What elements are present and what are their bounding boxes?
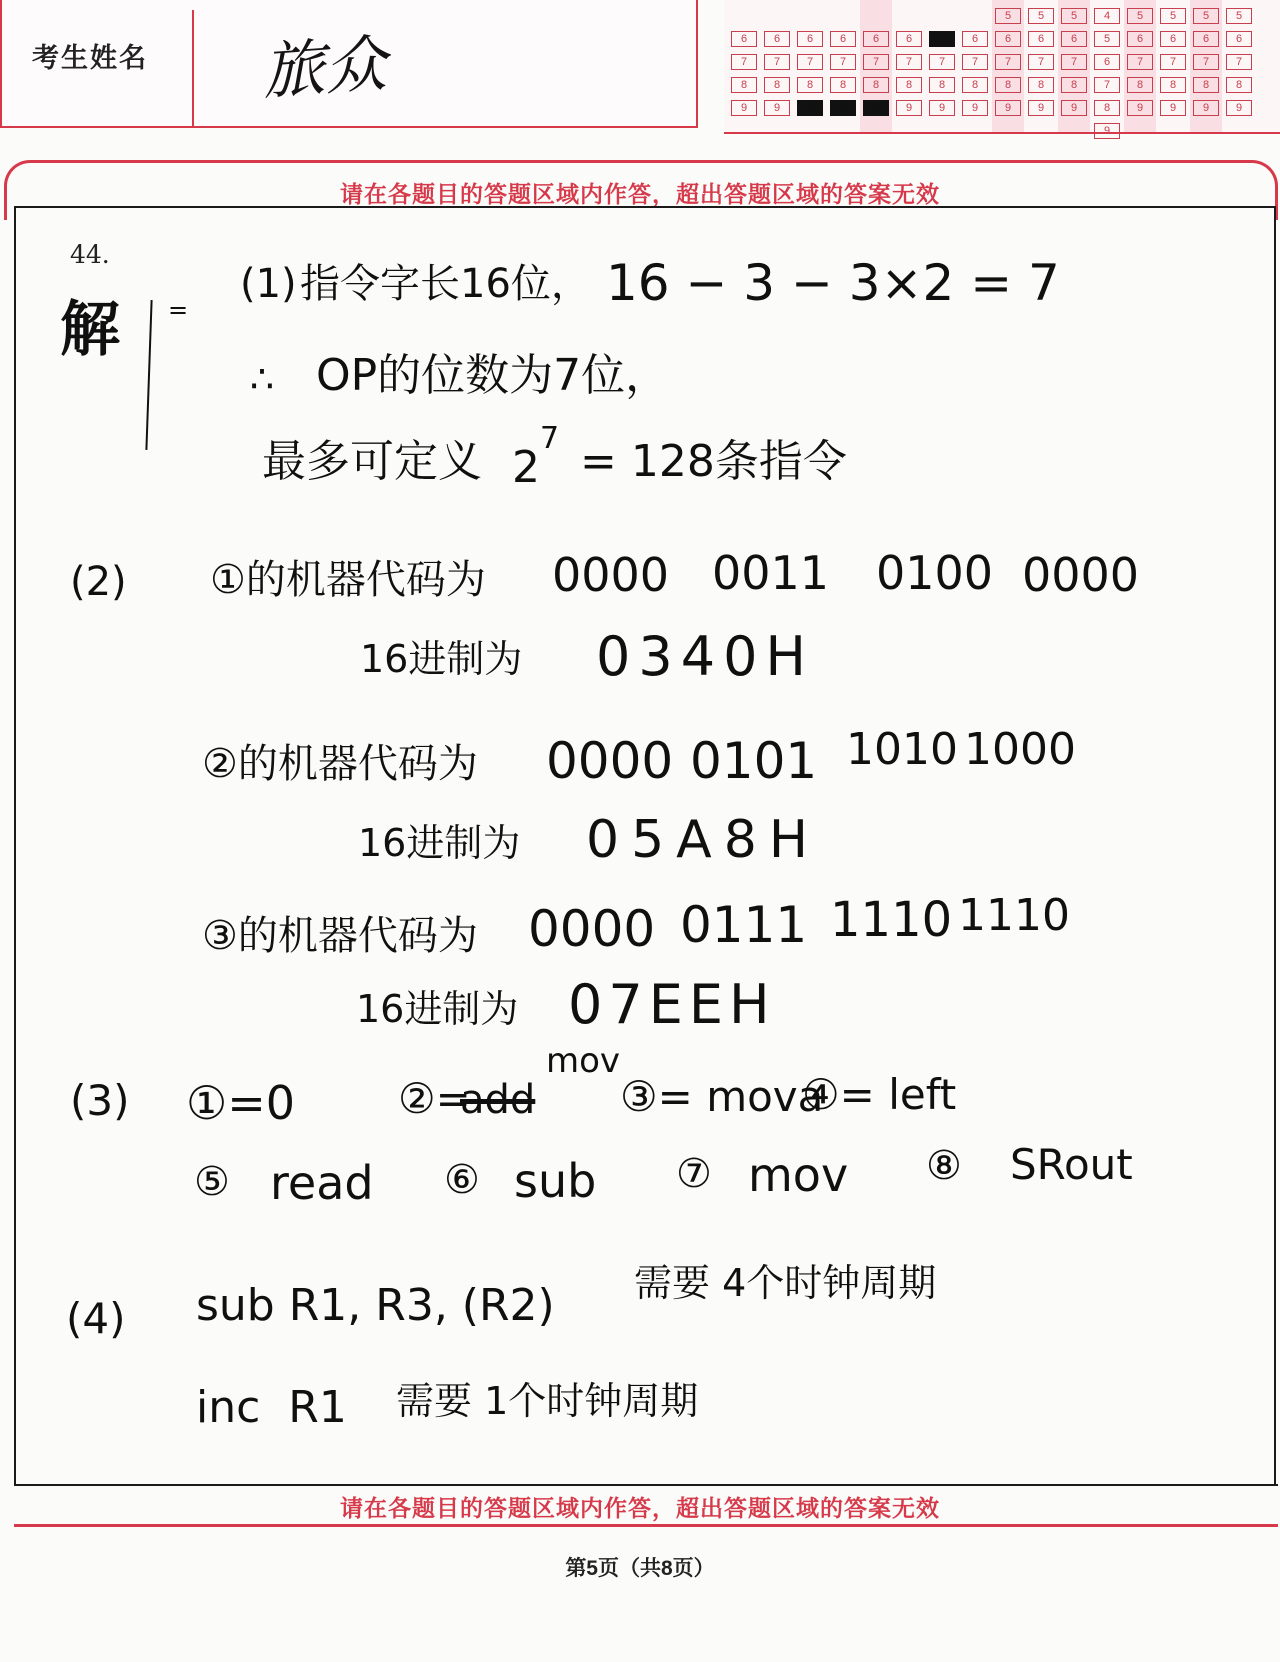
bubble-digit: 9 xyxy=(1127,100,1153,116)
part4-line2-note: 需要 1个时钟周期 xyxy=(396,1379,699,1423)
part1-line1-text: 指令字长16位， xyxy=(300,261,591,307)
bubble-digit: 9 xyxy=(863,100,889,116)
bubble-digit: 8 xyxy=(1094,100,1120,116)
part3-a6: sub xyxy=(514,1154,597,1208)
bubble-column xyxy=(1058,0,1090,132)
bubble-digit: 7 xyxy=(929,54,955,70)
bubble-digit: 6 xyxy=(962,31,988,47)
bubble-column xyxy=(1157,8,1189,123)
answer-frame-bottom xyxy=(14,1524,1278,1527)
bubble-digit: 9 xyxy=(1061,100,1087,116)
part3-a2-correction: mov xyxy=(546,1041,621,1081)
bubble-digit: 6 xyxy=(995,31,1021,47)
bubble-column xyxy=(926,8,958,123)
bubble-digit: 7 xyxy=(1094,77,1120,93)
bubble-digit: 9 xyxy=(995,100,1021,116)
part2-item1-b4: 0000 xyxy=(1022,548,1140,602)
bubble-column xyxy=(1124,0,1156,132)
bubble-digit: 9 xyxy=(797,100,823,116)
bubble-digit: 7 xyxy=(995,54,1021,70)
part2-item2-b1: 0000 xyxy=(546,732,674,790)
bubble-digit: 6 xyxy=(764,31,790,47)
bubble-digit: 8 xyxy=(863,77,889,93)
bubble-column xyxy=(761,8,793,123)
part3-a5-mark: ⑤ xyxy=(194,1159,230,1205)
bubble-digit: 8 xyxy=(731,77,757,93)
bubble-digit: 8 xyxy=(962,77,988,93)
bubble-digit: 5 xyxy=(1061,8,1087,24)
part2-item2-hex: 05A8H xyxy=(586,810,820,870)
bubble-column xyxy=(1223,8,1255,123)
bubble-digit: 8 xyxy=(1127,77,1153,93)
bubble-digit: 7 xyxy=(764,54,790,70)
bubble-digit: 6 xyxy=(896,31,922,47)
bubble-digit: 5 xyxy=(1160,8,1186,24)
bubble-digit: 6 xyxy=(1127,31,1153,47)
bubble-digit: 6 xyxy=(1160,31,1186,47)
bubble-column xyxy=(1091,8,1123,146)
exam-number-bubble-grid xyxy=(724,0,1280,137)
part3-a2-struck: add xyxy=(460,1077,536,1123)
part2-item1-b3: 0100 xyxy=(876,546,994,600)
part2-item1-hex: 0340H xyxy=(596,625,815,688)
bubble-digit: 7 xyxy=(731,54,757,70)
part3-a8-mark: ⑧ xyxy=(926,1143,962,1189)
bubble-digit: 8 xyxy=(896,77,922,93)
bubble-column xyxy=(992,0,1024,132)
part2-item1-hex-label: 16进制为 xyxy=(360,637,523,681)
bubble-digit: 8 xyxy=(929,77,955,93)
bubble-digit: 7 xyxy=(1127,54,1153,70)
bubble-column xyxy=(827,8,859,123)
part1-line3-base: 2 xyxy=(512,442,540,493)
part2-item3-b2: 0111 xyxy=(680,896,808,954)
part4-line1-note: 需要 4个时钟周期 xyxy=(634,1261,937,1305)
bubble-digit: 8 xyxy=(764,77,790,93)
bubble-digit: 7 xyxy=(1193,54,1219,70)
part2-item2-b2: 0101 xyxy=(690,732,818,790)
part3-a8: SRout xyxy=(1010,1140,1133,1189)
part2-item3-b1: 0000 xyxy=(528,900,656,958)
bubble-digit: 9 xyxy=(830,100,856,116)
bubble-digit: 6 xyxy=(1061,31,1087,47)
notice-top: 请在各题目的答题区域内作答，超出答题区域的答案无效 xyxy=(340,181,940,207)
part3-a6-mark: ⑥ xyxy=(444,1157,480,1203)
bubble-digit: 9 xyxy=(929,100,955,116)
part1-line2: OP的位数为7位， xyxy=(316,350,670,401)
answer-region-bottom-line xyxy=(14,1484,1278,1486)
part2-item2-b4: 1000 xyxy=(964,724,1076,775)
part3-a7-mark: ⑦ xyxy=(676,1151,712,1197)
bubble-digit: 5 xyxy=(1028,8,1054,24)
bubble-digit: 7 xyxy=(1028,54,1054,70)
bubble-column xyxy=(860,0,892,132)
bubble-digit: 5 xyxy=(1193,8,1219,24)
bubble-digit: 6 xyxy=(863,31,889,47)
bubble-digit: 9 xyxy=(731,100,757,116)
signature: 旅众 xyxy=(259,26,389,109)
part1-label: (1) xyxy=(240,261,297,307)
bubble-column xyxy=(893,8,925,123)
bubble-digit: 6 xyxy=(797,31,823,47)
name-label: 考生姓名 xyxy=(32,43,148,73)
bubble-digit: 8 xyxy=(1226,77,1252,93)
part1-line3-text: 最多可定义 xyxy=(262,436,482,487)
bubble-digit: 7 xyxy=(1061,54,1087,70)
therefore-sign: ∴ xyxy=(250,357,275,401)
bubble-digit: 9 xyxy=(1094,123,1120,139)
part2-item2-b3: 1010 xyxy=(846,724,958,775)
bubble-digit: 5 xyxy=(1127,8,1153,24)
bubble-digit: 7 xyxy=(962,54,988,70)
part1-line3-exp: 7 xyxy=(540,421,560,456)
part1-formula: 16 − 3 − 3×2 = 7 xyxy=(606,254,1060,312)
bubble-digit: 8 xyxy=(1193,77,1219,93)
part3-a1: ①=0 xyxy=(186,1076,296,1130)
bubble-digit: 5 xyxy=(1226,8,1252,24)
bubble-digit: 8 xyxy=(797,77,823,93)
part3-a3: ③= mova xyxy=(620,1072,824,1121)
part2-item3-b4: 1110 xyxy=(958,890,1070,941)
part2-item3-hex: 07EEH xyxy=(568,973,776,1036)
part3-a2-prefix: ②= xyxy=(398,1074,471,1123)
part1-line3-rest: = 128条指令 xyxy=(580,436,847,487)
bubble-digit: 5 xyxy=(995,8,1021,24)
bubble-digit: 9 xyxy=(1160,100,1186,116)
bubble-digit: 8 xyxy=(1160,77,1186,93)
bubble-digit: 9 xyxy=(1226,100,1252,116)
part2-item2-label: ②的机器代码为 xyxy=(202,741,478,787)
bubble-digit: 8 xyxy=(995,77,1021,93)
bubble-digit: 7 xyxy=(863,54,889,70)
bubble-digit: 7 xyxy=(797,54,823,70)
page-number: 第5页（共8页） xyxy=(565,1557,715,1580)
bubble-digit: 9 xyxy=(764,100,790,116)
bubble-column xyxy=(728,8,760,123)
bubble-digit: 9 xyxy=(1028,100,1054,116)
part4-label: (4) xyxy=(66,1294,126,1343)
bubble-digit: 4 xyxy=(1094,8,1120,24)
bubble-column xyxy=(1025,8,1057,123)
bubble-digit: 6 xyxy=(1193,31,1219,47)
bubble-digit: 9 xyxy=(1193,100,1219,116)
part2-item3-b3: 1110 xyxy=(830,892,953,948)
bubble-column xyxy=(959,8,991,123)
jie-heading: 解 xyxy=(60,295,120,365)
bubble-digit: 8 xyxy=(830,77,856,93)
bubble-digit: 5 xyxy=(1094,31,1120,47)
part3-a7: mov xyxy=(748,1148,849,1202)
bubble-digit: 6 xyxy=(929,31,955,47)
bubble-digit: 6 xyxy=(830,31,856,47)
bubble-digit: 7 xyxy=(896,54,922,70)
part2-item3-hex-label: 16进制为 xyxy=(356,987,519,1031)
bubble-column xyxy=(794,8,826,123)
part2-item1-b1: 0000 xyxy=(552,548,670,602)
part2-item1-label: ①的机器代码为 xyxy=(210,557,486,603)
part4-line2-instr: inc R1 xyxy=(196,1382,347,1433)
name-divider xyxy=(192,10,194,128)
part3-a5: read xyxy=(270,1156,374,1210)
question-number: 44. xyxy=(70,240,110,269)
part2-item2-hex-label: 16进制为 xyxy=(358,821,521,865)
bubble-digit: 9 xyxy=(962,100,988,116)
bubble-column xyxy=(1190,0,1222,132)
jie-colon: = xyxy=(168,296,189,324)
bubble-digit: 6 xyxy=(1226,31,1252,47)
bubble-digit: 9 xyxy=(896,100,922,116)
bubble-digit: 6 xyxy=(1094,54,1120,70)
part3-label: (3) xyxy=(70,1076,130,1125)
bubble-digit: 7 xyxy=(830,54,856,70)
bubble-digit: 6 xyxy=(1028,31,1054,47)
bubble-digit: 8 xyxy=(1061,77,1087,93)
part4-line1-instr: sub R1, R3, (R2) xyxy=(196,1280,555,1331)
bubble-digit: 7 xyxy=(1226,54,1252,70)
name-box xyxy=(0,0,698,128)
bubble-digit: 8 xyxy=(1028,77,1054,93)
bubble-digit: 6 xyxy=(731,31,757,47)
part2-item3-label: ③的机器代码为 xyxy=(202,913,478,959)
part3-a4: ④= left xyxy=(802,1070,957,1119)
notice-bottom: 请在各题目的答题区域内作答，超出答题区域的答案无效 xyxy=(340,1495,940,1521)
part2-label: (2) xyxy=(70,559,127,605)
bubble-digit: 7 xyxy=(1160,54,1186,70)
part2-item1-b2: 0011 xyxy=(712,546,830,600)
